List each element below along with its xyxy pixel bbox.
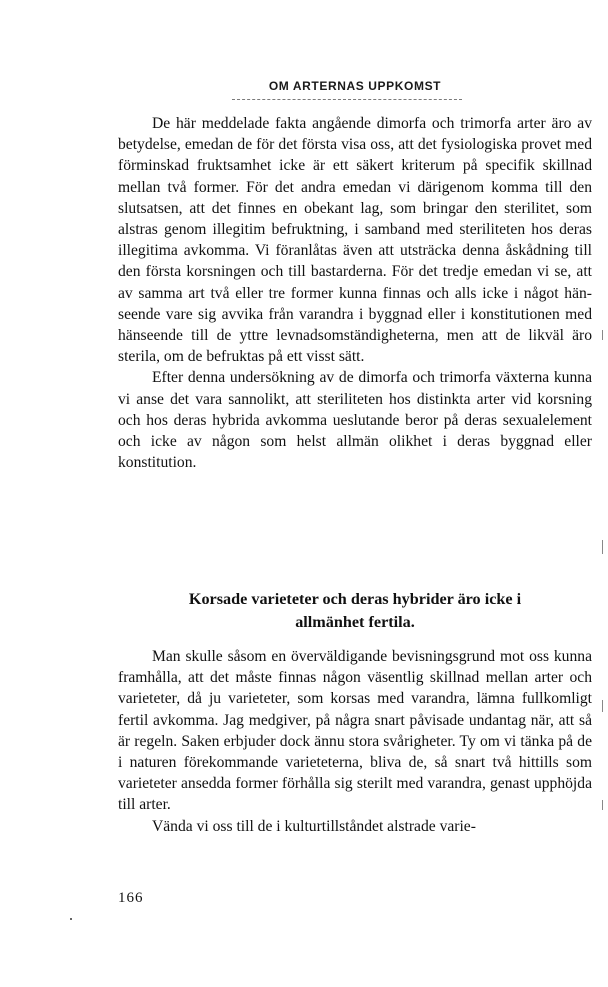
paragraph: Vända vi oss till de i kulturtillståndet alstrade varie- xyxy=(152,817,476,835)
page-edge-mark xyxy=(602,800,603,810)
body-section-2 xyxy=(118,646,592,837)
paragraph: De här meddelade fakta angående dimorfa och trimorfa arter äro av betydelse, emedan de för det första visa oss, att det fysiologiska provet med förminskad fruktsamhet icke är ett säkert kriterum på specifik skillnad mellan två former. För det andra emedan vi därigenom komma till den slutsatsen, att det finnes en obekant lag, som bringar den sterilitet, som alstras genom illegitim befruktning, i samband med steriliteten hos deras illegitima avkomma. Vi föranlåtas även att utsträcka denna åskådning till den första korsningen och till bastarderna. För det tredje emedan vi se, att av samma art två eller tre former kunna finnas och alls icke i något hänseende vare sig avvika från varandra i byggnad eller i konstitutionen med hänseende till de yttre levnadsomständigheterna, men att de likväl äro sterila, om de befruktas på ett visst sätt. xyxy=(118,115,592,366)
header-rule xyxy=(232,99,462,100)
page-edge-mark xyxy=(602,540,603,554)
body-section-1 xyxy=(118,113,592,473)
section-heading-line-1: Korsade varieteter och deras hybrider äro icke i xyxy=(188,590,522,608)
section-heading xyxy=(118,588,592,634)
paragraph: Efter denna undersökning av de dimorfa och trimorfa växterna kunna vi anse det vara sannolikt, att steriliteten hos distinkta arter vid korsning och hos deras hybrida avkomma ueslutande beror på deras sexualelement och icke av någon som helst allmän olikhet i deras byggnad eller konstitution. xyxy=(118,369,592,472)
print-speck xyxy=(70,918,72,920)
running-head: OM ARTERNAS UPPKOMST xyxy=(268,79,442,93)
page-edge-mark xyxy=(602,700,603,712)
page-number: 166 xyxy=(118,890,144,906)
section-heading-line-2: allmänhet fertila. xyxy=(295,613,415,631)
page-edge-mark xyxy=(602,330,603,340)
paragraph: Man skulle såsom en överväldigande bevisningsgrund mot oss kunna framhålla, att det måste finnas någon väsentlig skillnad mellan arter och varieteter, då ju varieteter, som korsas med varandra, lämna fullkomligt fertil avkomma. Jag medgiver, på några snart påvisade undantag när, att så är regeln. Saken erbjuder dock ännu stora svårigheter. Ty om vi tänka på de i naturen förekommande varieteterna, bliva de, så snart två hittills som varieteter ansedda former förhålla sig sterilt med varandra, genast upphöjda till arter. xyxy=(118,648,592,814)
